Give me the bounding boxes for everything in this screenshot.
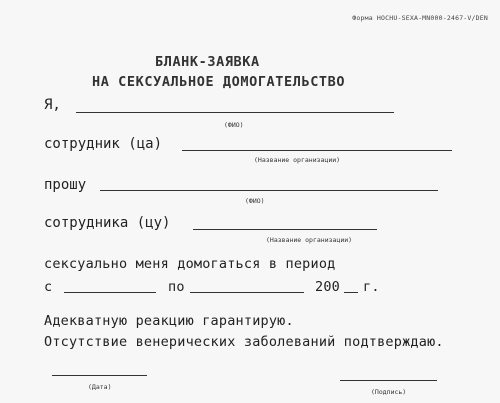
- label-employee: сотрудник (ца): [44, 136, 163, 152]
- year-line[interactable]: [344, 292, 358, 293]
- signature-line[interactable]: [340, 380, 437, 381]
- fio-caption-2: (ФИО): [245, 197, 265, 205]
- organization-field-line-2[interactable]: [193, 229, 377, 230]
- form-title-line1: БЛАНК-ЗАЯВКА: [155, 54, 260, 70]
- fio-caption: (ФИО): [224, 121, 244, 129]
- statement-reaction: Адекватную реакцию гарантирую.: [44, 313, 294, 329]
- statement-health: Отсутствие венерических заболеваний подтверждаю.: [44, 334, 444, 350]
- period-to-line[interactable]: [190, 292, 304, 293]
- year-prefix: 200: [315, 279, 340, 295]
- period-from-line[interactable]: [64, 292, 156, 293]
- period-to-label: по: [168, 279, 185, 295]
- form-title-line2: НА СЕКСУАЛЬНОЕ ДОМОГАТЕЛЬСТВО: [92, 74, 346, 90]
- date-line[interactable]: [52, 375, 147, 376]
- label-employee-2: сотрудника (цу): [44, 215, 171, 231]
- date-caption: (Дата): [88, 383, 112, 391]
- period-from-label: с: [44, 279, 53, 295]
- organization-field-line[interactable]: [182, 150, 452, 151]
- form-number: Форма НОСНU-SEXA-MN000-2467-V/DEN: [352, 14, 488, 22]
- organization-caption: (Название организации): [254, 156, 341, 164]
- organization-caption-2: (Название организации): [266, 236, 353, 244]
- signature-caption: (Подпись): [371, 388, 407, 396]
- label-request: прошу: [44, 177, 87, 193]
- fio-field-line[interactable]: [76, 112, 394, 113]
- label-ya: Я,: [44, 97, 61, 113]
- year-suffix: г.: [363, 279, 380, 295]
- period-text: сексуально меня домогаться в период: [44, 256, 336, 272]
- fio-field-line-2[interactable]: [100, 190, 438, 191]
